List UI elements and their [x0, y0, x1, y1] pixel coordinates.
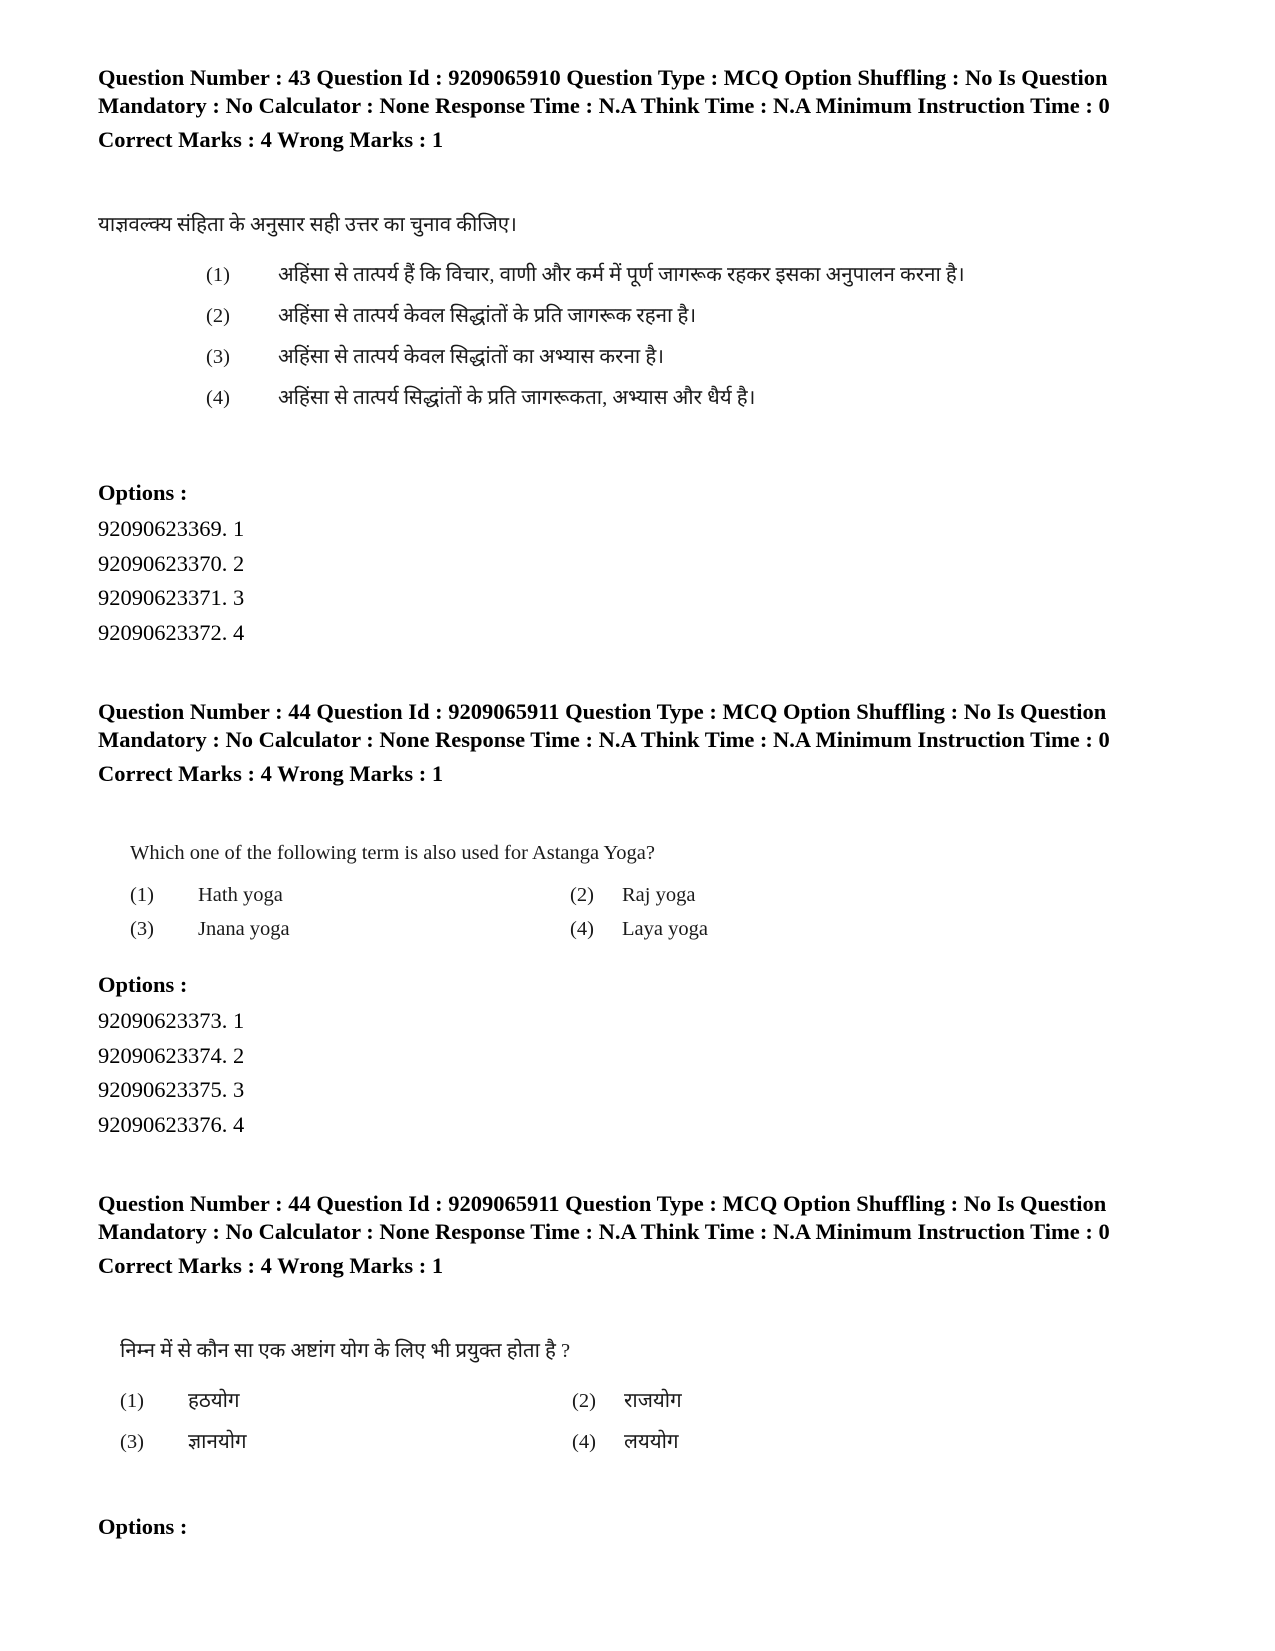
- choice-2: [570, 884, 695, 907]
- choice-1: [120, 1386, 240, 1414]
- choice-2: [206, 301, 696, 329]
- question-meta: Question Number : 44 Question Id : 9209065911 Question Type : MCQ Option Shuffling : No Is Question Mandatory : No Calculator : None Response Time : N.A Think Time : N.A Minimum Instruction Time : 0: [98, 699, 1110, 752]
- choice-number: (1): [206, 264, 230, 286]
- choice-number: (3): [120, 1431, 144, 1453]
- choice-4: [206, 383, 755, 411]
- option-item: 92090623375. 3: [98, 1077, 245, 1102]
- choice-1: [206, 260, 965, 288]
- option-item: 92090623374. 2: [98, 1042, 245, 1068]
- choice-number: (2): [572, 1390, 596, 1412]
- question-44-english: [98, 698, 1188, 788]
- options-list: [98, 1004, 244, 1142]
- choice-4: [570, 918, 708, 941]
- choice-text: लययोग: [624, 1431, 679, 1453]
- question-stem: याज्ञवल्क्य संहिता के अनुसार सही उत्तर का चुनाव कीजिए।: [98, 214, 517, 236]
- choice-number: (4): [572, 1431, 596, 1453]
- choice-text: ज्ञानयोग: [188, 1431, 247, 1453]
- option-item: 92090623371. 3: [98, 585, 245, 610]
- choice-number: (3): [130, 918, 154, 940]
- question-meta: Question Number : 43 Question Id : 9209065910 Question Type : MCQ Option Shuffling : No Is Question Mandatory : No Calculator : None Response Time : N.A Think Time : N.A Minimum Instruction Time : 0: [98, 65, 1110, 118]
- choice-text: अहिंसा से तात्पर्य केवल सिद्धांतों के प्रति जागरूक रहना है।: [278, 305, 697, 327]
- choice-text: हठयोग: [188, 1390, 240, 1412]
- question-stem: Which one of the following term is also used for Astanga Yoga?: [130, 842, 655, 864]
- choice-number: (3): [206, 346, 230, 368]
- question-marks: Correct Marks : 4 Wrong Marks : 1: [98, 1253, 444, 1278]
- choice-number: (4): [570, 918, 594, 940]
- option-item: 92090623372. 4: [98, 619, 245, 645]
- question-44-hindi: [98, 1190, 1188, 1280]
- choice-number: (1): [130, 884, 154, 906]
- choice-3: [130, 918, 290, 941]
- choice-3: [206, 342, 664, 370]
- choice-number: (2): [206, 305, 230, 327]
- choice-number: (2): [570, 884, 594, 906]
- question-marks: Correct Marks : 4 Wrong Marks : 1: [98, 127, 444, 152]
- choice-2: [572, 1386, 682, 1414]
- choice-text: अहिंसा से तात्पर्य केवल सिद्धांतों का अभ्यास करना है।: [278, 346, 664, 368]
- question-stem: निम्न में से कौन सा एक अष्टांग योग के लिए भी प्रयुक्त होता है ?: [120, 1340, 571, 1362]
- option-item: 92090623373. 1: [98, 1008, 245, 1033]
- choice-text: Jnana yoga: [198, 918, 290, 940]
- choice-text: Laya yoga: [622, 918, 708, 940]
- option-item: 92090623370. 2: [98, 550, 245, 576]
- options-label: Options :: [98, 972, 188, 997]
- choice-number: (1): [120, 1390, 144, 1412]
- choice-text: अहिंसा से तात्पर्य हैं कि विचार, वाणी और कर्म में पूर्ण जागरूक रहकर इसका अनुपालन करना है।: [278, 264, 965, 286]
- choice-text: Raj yoga: [622, 884, 696, 906]
- choice-number: (4): [206, 387, 230, 409]
- question-meta: Question Number : 44 Question Id : 9209065911 Question Type : MCQ Option Shuffling : No Is Question Mandatory : No Calculator : None Response Time : N.A Think Time : N.A Minimum Instruction Time : 0: [98, 1191, 1110, 1244]
- choice-text: राजयोग: [624, 1390, 682, 1412]
- option-item: 92090623369. 1: [98, 516, 245, 541]
- choice-3: [120, 1427, 247, 1455]
- choice-4: [572, 1427, 679, 1455]
- question-43: [98, 64, 1188, 154]
- options-list: [98, 512, 244, 650]
- choice-text: Hath yoga: [198, 884, 283, 906]
- option-item: 92090623376. 4: [98, 1111, 245, 1137]
- choice-text: अहिंसा से तात्पर्य सिद्धांतों के प्रति जागरूकता, अभ्यास और धैर्य है।: [278, 387, 756, 409]
- options-label: Options :: [98, 480, 188, 505]
- question-marks: Correct Marks : 4 Wrong Marks : 1: [98, 761, 444, 786]
- choice-1: [130, 884, 283, 907]
- options-label: Options :: [98, 1514, 188, 1539]
